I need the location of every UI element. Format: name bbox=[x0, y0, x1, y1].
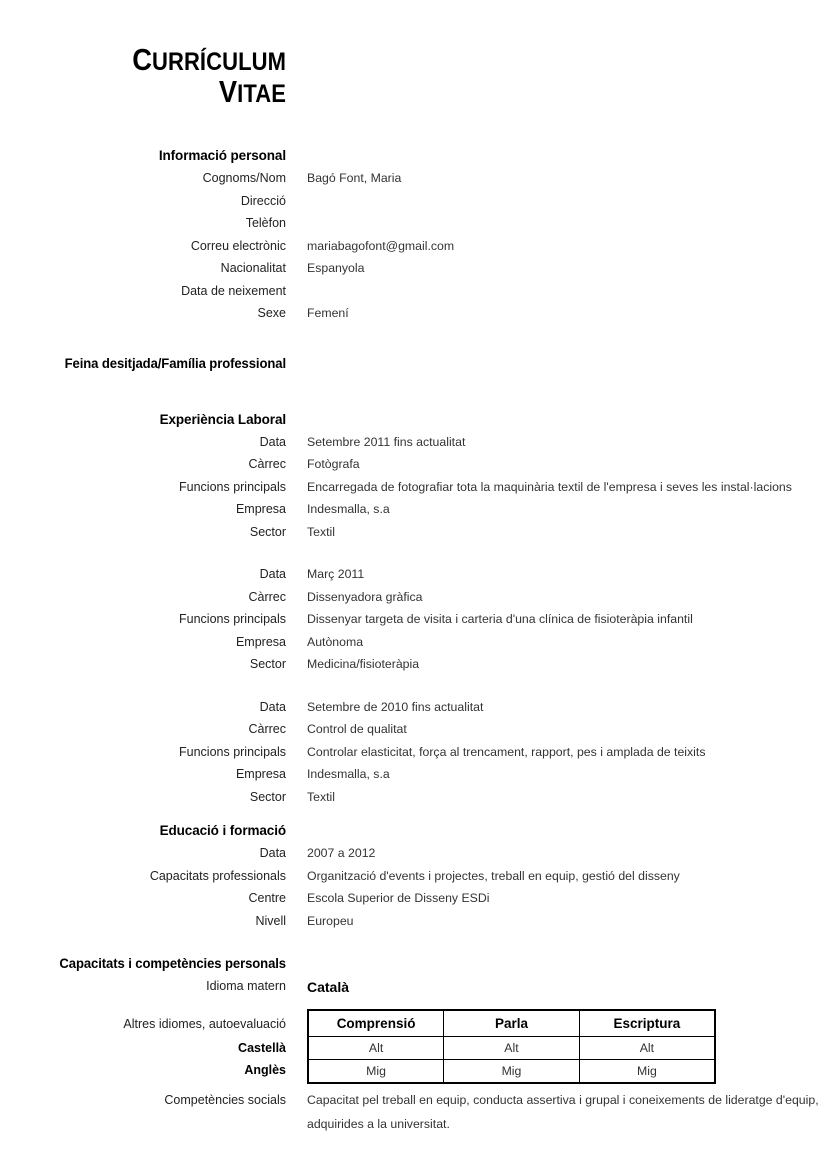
experience-row-sector-1 bbox=[0, 525, 827, 548]
experience-row-carrec-3 bbox=[0, 722, 827, 745]
section-heading-personal: Informació personal bbox=[158, 148, 286, 163]
field-row-telefon bbox=[0, 216, 827, 239]
label-sexe: Sexe bbox=[257, 306, 286, 320]
value-sector-2: Medicina/fisioteràpia bbox=[307, 657, 420, 671]
section-experience-heading-row bbox=[0, 412, 827, 435]
experience-row-carrec-2 bbox=[0, 590, 827, 613]
experience-row-empresa-1 bbox=[0, 502, 827, 525]
social-line-2: adquirides a la universitat. bbox=[307, 1117, 450, 1131]
cell-angles-comprensio: Mig bbox=[308, 1060, 444, 1084]
label-data-neixement: Data de neixement bbox=[181, 283, 286, 298]
value-data-1: Setembre 2011 fins actualitat bbox=[307, 434, 466, 449]
label-data-1: Data bbox=[259, 434, 286, 449]
language-table-wrapper bbox=[307, 1009, 716, 1084]
experience-row-funcions-2 bbox=[0, 612, 827, 635]
value-carrec-2: Dissenyadora gràfica bbox=[307, 589, 423, 604]
label-capacitats-professionals: Capacitats professionals bbox=[149, 868, 286, 883]
value-cognoms-nom: Bagó Font, Maria bbox=[307, 171, 402, 185]
value-sexe: Femení bbox=[307, 306, 349, 320]
label-data-3: Data bbox=[259, 699, 286, 714]
label-carrec-1: Càrrec bbox=[248, 457, 286, 471]
label-direccio: Direcció bbox=[240, 193, 286, 208]
header-parla: Parla bbox=[444, 1010, 580, 1037]
language-label-stack bbox=[0, 1009, 286, 1081]
label-funcions-2: Funcions principals bbox=[179, 612, 286, 626]
table-row bbox=[308, 1037, 715, 1060]
value-sector-3: Textil bbox=[307, 789, 336, 804]
education-row-capacitats bbox=[0, 869, 827, 892]
section-heading-desired-job: Feina desitjada/Família professional bbox=[64, 355, 286, 371]
title-line-vitae bbox=[34, 73, 286, 109]
value-sector-1: Textil bbox=[307, 524, 336, 539]
label-nivell: Nivell bbox=[255, 913, 286, 928]
section-heading-education: Educació i formació bbox=[159, 823, 286, 838]
value-empresa-2: Autònoma bbox=[307, 634, 364, 649]
experience-row-data-3 bbox=[0, 700, 827, 723]
experience-row-carrec-1 bbox=[0, 457, 827, 480]
label-carrec-2: Càrrec bbox=[248, 589, 286, 604]
value-funcions-3: Controlar elasticitat, força al trencament, rapport, pes i amplada de teixits bbox=[307, 744, 706, 759]
cell-castella-comprensio: Alt bbox=[308, 1037, 444, 1060]
cell-castella-parla: Alt bbox=[444, 1037, 580, 1060]
label-correu-electronic: Correu electrònic bbox=[190, 238, 286, 253]
label-sector-1: Sector bbox=[249, 524, 286, 539]
value-idioma-matern: Català bbox=[307, 979, 350, 995]
value-funcions-2: Dissenyar targeta de visita i carteria d'una clínica de fisioteràpia infantil bbox=[307, 612, 693, 626]
language-assessment-table bbox=[307, 1009, 716, 1084]
education-row-data bbox=[0, 846, 827, 869]
social-line-1: Capacitat pel treball en equip, conducta assertiva i grupal i coneixements de lideratge d'equip, bbox=[307, 1093, 819, 1107]
title-cap-c: C bbox=[132, 42, 152, 77]
field-row-sexe bbox=[0, 306, 827, 329]
label-competencies-socials: Competències socials bbox=[164, 1093, 286, 1107]
label-language-angles: Anglès bbox=[244, 1063, 286, 1077]
cell-angles-parla: Mig bbox=[444, 1060, 580, 1084]
cell-castella-escriptura: Alt bbox=[579, 1037, 715, 1060]
cell-angles-escriptura: Mig bbox=[579, 1060, 715, 1084]
header-escriptura: Escriptura bbox=[579, 1010, 715, 1037]
label-education-data: Data bbox=[259, 846, 286, 860]
label-centre: Centre bbox=[248, 891, 286, 905]
experience-row-funcions-3 bbox=[0, 745, 827, 768]
value-empresa-1: Indesmalla, s.a bbox=[307, 502, 390, 516]
experience-row-empresa-3 bbox=[0, 767, 827, 790]
value-empresa-3: Indesmalla, s.a bbox=[307, 767, 390, 781]
field-row-correu bbox=[0, 239, 827, 262]
label-altres-idiomes: Altres idiomes, autoevaluació bbox=[123, 1017, 286, 1031]
value-data-2: Març 2011 bbox=[307, 567, 365, 581]
section-heading-skills: Capacitats i competències personals bbox=[59, 956, 286, 971]
experience-row-empresa-2 bbox=[0, 635, 827, 658]
value-nacionalitat: Espanyola bbox=[307, 261, 365, 275]
label-language-castella: Castellà bbox=[238, 1041, 286, 1055]
value-correu-electronic: mariabagofont@gmail.com bbox=[307, 238, 455, 253]
skills-row-languages bbox=[0, 1009, 827, 1084]
label-cognoms-nom: Cognoms/Nom bbox=[202, 171, 286, 185]
title-rest-vitae: ITAE bbox=[237, 79, 286, 108]
title-rest-curriculum: URRÍCULUM bbox=[151, 48, 286, 76]
value-competencies-socials bbox=[307, 1093, 827, 1131]
education-row-nivell bbox=[0, 914, 827, 937]
section-desired-job-heading-row bbox=[0, 356, 827, 379]
value-carrec-1: Fotògrafa bbox=[307, 457, 360, 471]
experience-row-sector-3 bbox=[0, 790, 827, 813]
section-heading-experience: Experiència Laboral bbox=[159, 411, 286, 427]
value-data-3: Setembre de 2010 fins actualitat bbox=[307, 699, 484, 714]
label-empresa-1: Empresa bbox=[235, 502, 286, 516]
label-sector-2: Sector bbox=[249, 657, 286, 671]
label-data-2: Data bbox=[259, 567, 286, 581]
label-empresa-3: Empresa bbox=[235, 767, 286, 781]
field-row-nacionalitat bbox=[0, 261, 827, 284]
value-education-data: 2007 a 2012 bbox=[307, 846, 376, 860]
label-funcions-3: Funcions principals bbox=[179, 744, 286, 759]
experience-row-data-1 bbox=[0, 435, 827, 458]
label-telefon: Telèfon bbox=[245, 216, 286, 230]
section-education-heading-row bbox=[0, 823, 827, 846]
label-carrec-3: Càrrec bbox=[248, 722, 286, 736]
document-title bbox=[0, 44, 286, 107]
header-comprensio: Comprensió bbox=[308, 1010, 444, 1037]
value-carrec-3: Control de qualitat bbox=[307, 722, 407, 736]
label-sector-3: Sector bbox=[249, 789, 286, 804]
label-idioma-matern: Idioma matern bbox=[206, 979, 286, 993]
section-personal-heading-row bbox=[0, 148, 827, 171]
label-empresa-2: Empresa bbox=[235, 634, 286, 649]
field-row-data-neixement bbox=[0, 284, 827, 307]
title-cap-v: V bbox=[218, 73, 238, 109]
title-line-curriculum bbox=[34, 44, 286, 76]
skills-row-social bbox=[0, 1093, 827, 1131]
value-capacitats-professionals: Organització d'events i projectes, treball en equip, gestió del disseny bbox=[307, 868, 680, 883]
value-centre: Escola Superior de Disseny ESDi bbox=[307, 891, 490, 905]
experience-row-funcions-1 bbox=[0, 480, 827, 503]
label-funcions-1: Funcions principals bbox=[179, 479, 286, 494]
value-nivell: Europeu bbox=[307, 913, 354, 928]
label-nacionalitat: Nacionalitat bbox=[220, 261, 286, 275]
value-funcions-1: Encarregada de fotografiar tota la maquinària textil de l'empresa i seves les instal·lacions bbox=[307, 479, 792, 494]
table-header-row bbox=[308, 1010, 715, 1037]
cv-body bbox=[0, 148, 827, 1131]
experience-row-sector-2 bbox=[0, 657, 827, 680]
table-row bbox=[308, 1060, 715, 1084]
education-row-centre bbox=[0, 891, 827, 914]
experience-row-data-2 bbox=[0, 567, 827, 590]
field-row-direccio bbox=[0, 194, 827, 217]
section-skills-heading-row bbox=[0, 956, 827, 979]
skills-row-mother-tongue bbox=[0, 979, 827, 1009]
field-row-cognoms bbox=[0, 171, 827, 194]
